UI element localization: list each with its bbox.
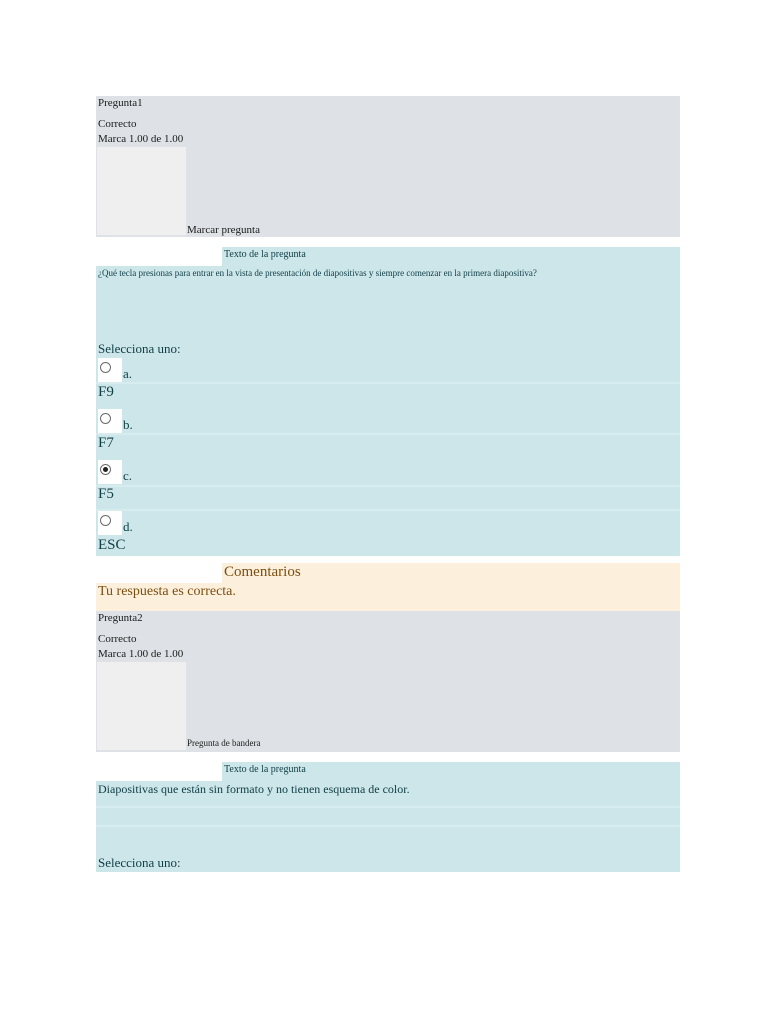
answer-separator	[96, 382, 680, 384]
answer-d-letter: d.	[123, 519, 133, 534]
answer-c-text[interactable]: F5	[98, 486, 114, 502]
feedback-text: Tu respuesta es correcta.	[98, 584, 236, 599]
question-1-grade: Marca 1.00 de 1.00	[98, 133, 184, 145]
question-1-flag-link[interactable]: Marcar pregunta	[187, 224, 260, 236]
question-2-text-header: Texto de la pregunta	[224, 764, 306, 775]
question-2-separator	[96, 825, 680, 827]
answer-separator	[96, 509, 680, 511]
answer-separator	[96, 485, 680, 487]
radio-dot	[100, 515, 111, 526]
question-2-state: Correcto	[98, 633, 137, 645]
question-2-number: Pregunta2	[98, 612, 143, 624]
question-2-flag-link[interactable]: Pregunta de bandera	[187, 738, 261, 748]
feedback-title: Comentarios	[224, 564, 301, 580]
question-1-state: Correcto	[98, 118, 137, 130]
answer-c-letter: c.	[123, 468, 133, 483]
question-2-separator	[96, 806, 680, 808]
answer-b-letter: b.	[123, 417, 133, 432]
answer-a-text[interactable]: F9	[98, 384, 114, 400]
question-2-text: Diapositivas que están sin formato y no tienen esquema de color.	[98, 782, 410, 796]
answer-b-text[interactable]: F7	[98, 435, 114, 451]
question-2-grade: Marca 1.00 de 1.00	[98, 648, 184, 660]
question-1-text: ¿Qué tecla presionas para entrar en la vista de presentación de diapositivas y siempre comenzar en la primera diapositiva?	[98, 268, 537, 278]
answer-a-radio[interactable]	[98, 358, 122, 382]
answer-d-radio[interactable]	[98, 511, 122, 535]
question-1-text-header: Texto de la pregunta	[224, 249, 306, 260]
radio-dot	[100, 362, 111, 373]
question-2-flag-box	[97, 662, 186, 750]
question-1-content	[96, 266, 680, 556]
radio-dot	[100, 464, 111, 475]
answer-separator	[96, 433, 680, 435]
answer-d-text[interactable]: ESC	[98, 537, 126, 553]
question-1-flag-box	[97, 147, 186, 235]
radio-dot	[100, 413, 111, 424]
question-1-number: Pregunta1	[98, 97, 143, 109]
answer-a-letter: a.	[123, 366, 133, 381]
question-1-prompt: Selecciona uno:	[98, 341, 181, 356]
question-2-prompt: Selecciona uno:	[98, 855, 181, 870]
answer-b-radio[interactable]	[98, 409, 122, 433]
answer-c-radio[interactable]	[98, 460, 122, 484]
